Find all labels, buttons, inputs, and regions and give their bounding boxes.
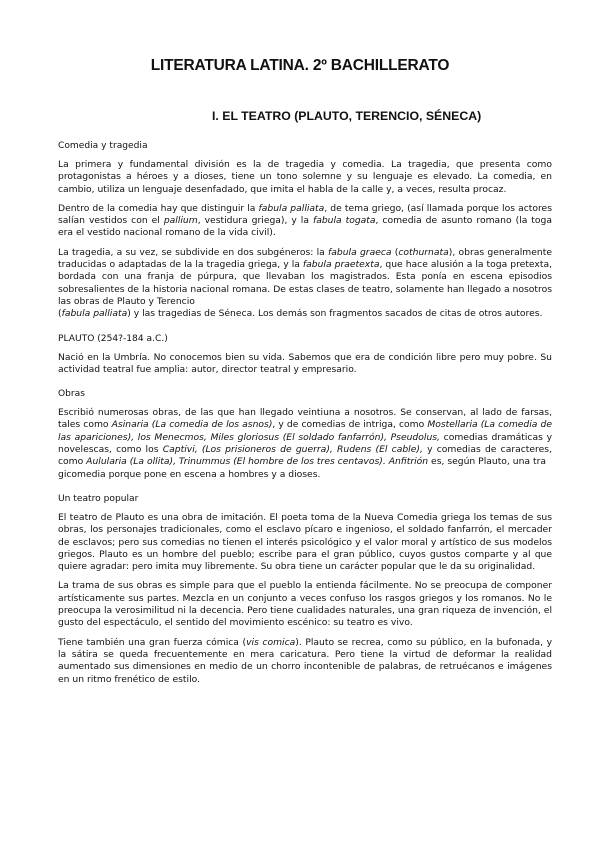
italic-term: fabula palliata [61, 308, 128, 320]
paragraph [58, 637, 552, 686]
document-body [58, 140, 552, 693]
paragraph: La trama de sus obras es simple para que el pueblo la entienda fácilmente. No se preocupa de componer artísticamente sus partes. Mezcla en un conjunto a veces confuso los rasgos griegos y los romanos. No le preocupa la verosimilitud ni la decencia. Pero tiene cualidades naturales, una gran riqueza de invención, el gusto del espectáculo, el sentido del movimiento escénico: su teatro es vivo. [58, 580, 552, 629]
italic-term: (La comedia de los asnos) [148, 419, 273, 431]
italic-term: cothurnata [398, 246, 449, 258]
text: , vestidura griega), y la [197, 215, 313, 227]
paragraph [58, 203, 552, 240]
heading-plauto: PLAUTO (254?-184 a.C.) [58, 333, 168, 344]
heading-popular: Un teatro popular [58, 493, 139, 504]
italic-term: (La comedia de las apariciones), los Menecmos, Miles gloriosus (El soldado fanfarrón), Pseudolus, [58, 419, 552, 443]
text: , que hace alusión a la toga pretexta, bordada con una franja de púrpura, que llevaban los magistrados. Esta ponía en escena episodios sobresalientes de la historia nacional romana. De estas clases de teatro, solamente han llegado a nosotros las obras de Plauto y Terencio [58, 259, 552, 307]
text: , y de comedias de intriga, como [272, 419, 428, 431]
italic-term: fabula togata [312, 215, 376, 227]
text: ( [58, 308, 62, 320]
text: Escribió numerosas obras, de las que han llegado veintiuna a nosotros. Se conservan, al lado de farsas, tales como [58, 407, 552, 431]
italic-term: Captivi, (Los prisioneros de guerra), Rudens (El cable), [162, 444, 423, 456]
text: Dentro de la comedia hay que distinguir la [58, 202, 259, 214]
text: ) y las tragedias de Séneca. Los demás son fragmentos sacados de citas de otros autores. [127, 308, 543, 320]
italic-term: Aulularia (La ollita), Trinummus (El hombre de los tres centavos). Anfitrión [86, 456, 429, 468]
section-title: I. EL TEATRO (PLAUTO, TERENCIO, SÉNECA) [212, 109, 482, 123]
document-title: LITERATURA LATINA. 2º BACHILLERATO [150, 57, 450, 74]
text: comedias dramáticas y novelescas, como los [58, 431, 553, 456]
text: Tiene también una gran fuerza cómica ( [58, 636, 247, 648]
text: y comedias de caracteres, como [58, 444, 552, 468]
paragraph [58, 407, 552, 481]
paragraph [58, 247, 552, 321]
heading-comedia: Comedia y tragedia [58, 141, 148, 151]
text: , de tema griego, (así llamada porque los actores salían vestidos con el [58, 202, 552, 227]
text: ( [391, 246, 399, 258]
italic-term: pallium [163, 215, 198, 227]
italic-term: fabula graeca [328, 246, 392, 258]
text: es, según Plauto, una tra [428, 456, 546, 468]
italic-term: fabula praetexta [302, 259, 380, 271]
paragraph: El teatro de Plauto es una obra de imitación. El poeta toma de la Nueva Comedia griega los temas de sus obras, los personajes tradicionales, como el esclavo pícaro e ingenioso, el soldado fanfarrón, el mercader de esclavos; pero sus comedias no tienen el interés psicológico y el valor moral y artístico de sus modelos griegos. Plauto es un hombre del pueblo; escribe para el gran público, cuyos gustos comparte y al que quiere agradar: pero imita muy libremente. Su obra tiene un carácter popular que le da su originalidad. [58, 511, 552, 573]
paragraph: Nació en la Umbría. No conocemos bien su vida. Sabemos que era de condición libre pero muy pobre. Su actividad teatral fue amplia: autor, director teatral y empresario. [58, 351, 552, 375]
text: gicomedia porque pone en escena a hombres y a dioses. [58, 468, 321, 480]
italic-term: Mostellaria [427, 419, 478, 431]
italic-term: vis comica [246, 636, 296, 648]
heading-obras: Obras [58, 389, 85, 400]
text: ), obras generalmente traducidas o adaptadas de la la tragedia griega, y la [58, 246, 552, 271]
text: , comedia de asunto romano (la toga era el vestido nacional romano de la vida civil). [58, 215, 552, 239]
text: La tragedia, a su vez, se subdivide en dos subgéneros: la [58, 246, 329, 258]
italic-term: Asinaria [111, 419, 149, 431]
text: ). Plauto se recrea, como su público, en la bufonada, y la sátira se queda frecuentemente en mera caricatura. Pero tiene la virtud de deformar la realidad aumentado sus dimensiones en medio de un chorro incontenible de palabras, de retruécanos e imágenes en un ritmo frenético de estilo. [58, 636, 553, 685]
italic-term: fabula palliata [258, 202, 325, 214]
paragraph: La primera y fundamental división es la de tragedia y comedia. La tragedia, que presenta como protagonistas a héroes y a dioses, tiene un tono solemne y su lenguaje es elevado. La comedia, en cambio, utiliza un lenguaje desenfadado, que imita el habla de la calle y, a veces, resulta procaz. [58, 159, 552, 195]
